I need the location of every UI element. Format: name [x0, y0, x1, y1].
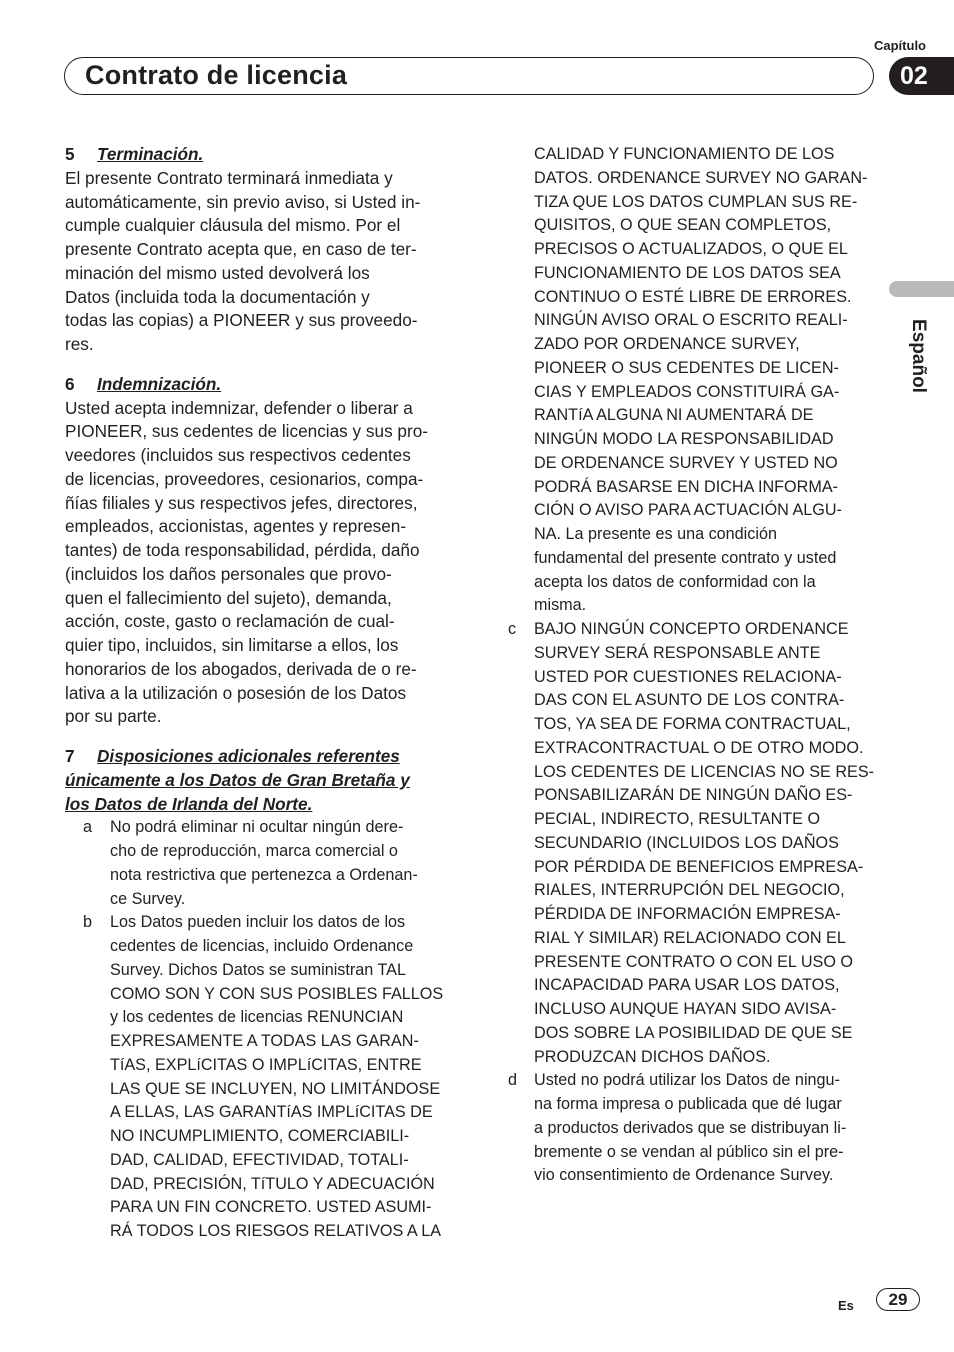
list-marker: c [508, 620, 517, 638]
section-7-title-line: Disposiciones adicionales referentes [97, 746, 400, 766]
left-column [65, 143, 457, 1244]
chapter-label: Capítulo [874, 38, 926, 53]
section-7-heading [65, 745, 457, 816]
list-item-b-continued [508, 143, 880, 618]
text-line: DATOS. ORDENANCE SURVEY NO GARAN- [534, 168, 868, 187]
text-line: ce Survey. [110, 889, 186, 908]
section-6-body [65, 397, 457, 730]
text-line: ñías filiales y sus respectivos jefes, directores, [65, 492, 418, 513]
list-item-d [508, 1069, 880, 1188]
list-item-c [508, 618, 880, 1069]
text-line: honorarios de los abogados, derivada de o re- [65, 658, 417, 679]
list-marker: a [83, 818, 93, 837]
text-line: ZADO POR ORDENANCE SURVEY, [534, 335, 800, 353]
text-line: Usted acepta indemnizar, defender o liberar a [65, 397, 413, 418]
title-box [64, 57, 874, 95]
text-line: vio consentimiento de Ordenance Survey. [534, 1166, 834, 1185]
text-line: A ELLAS, LAS GARANTíAS IMPLíCITAS DE [110, 1103, 433, 1122]
text-line: quier tipo, incluidos, sin limitarse a ellos, los [65, 635, 399, 655]
right-column [508, 143, 880, 1188]
spacer [65, 357, 457, 373]
text-line: CIÓN O AVISO PARA ACTUACIÓN ALGU- [534, 501, 842, 520]
text-line: COMO SON Y CON SUS POSIBLES FALLOS [110, 984, 444, 1003]
text-line: PARA UN FIN CONCRETO. USTED ASUMI- [110, 1198, 432, 1217]
list-marker: b [83, 913, 93, 932]
section-5-heading [65, 143, 457, 167]
text-line: tantes) de toda responsabilidad, pérdida, daño [65, 540, 420, 560]
text-line: veedores (incluidos sus respectivos cedentes [65, 445, 411, 465]
text-line: PRODUZCAN DICHOS DAÑOS. [534, 1047, 771, 1066]
text-line: CONTINUO O ESTÉ LIBRE DE ERRORES. [534, 287, 852, 306]
text-line: Usted no podrá utilizar los Datos de ningu- [534, 1071, 840, 1090]
text-line: minación del mismo usted devolverá los [65, 262, 370, 283]
text-line: TIZA QUE LOS DATOS CUMPLAN SUS RE- [534, 192, 858, 211]
list-item-a [65, 816, 457, 911]
text-line: bremente o se vendan al público sin el pre- [534, 1142, 844, 1161]
text-line: LOS CEDENTES DE LICENCIAS NO SE RES- [534, 762, 875, 781]
section-6-heading [65, 373, 457, 397]
list-item-b [65, 911, 457, 1244]
text-line: INCLUSO AUNQUE HAYAN SIDO AVISA- [534, 1000, 837, 1018]
text-line: nota restrictiva que pertenezca a Ordenan- [110, 865, 418, 884]
text-line: de licencias, proveedores, cesionarios, compa- [65, 468, 424, 489]
text-line: FUNCIONAMIENTO DE LOS DATOS SEA [534, 263, 841, 282]
language-tab [889, 281, 954, 297]
text-line: misma. [534, 596, 587, 615]
text-line: Survey. Dichos Datos se suministran TAL [110, 960, 406, 979]
text-line: na forma impresa o publicada que dé lugar [534, 1095, 842, 1113]
section-7-number: 7 [65, 746, 75, 766]
text-line: CIAS Y EMPLEADOS CONSTITUIRÁ GA- [534, 382, 840, 401]
text-line: BAJO NINGÚN CONCEPTO ORDENANCE [534, 620, 849, 638]
text-line: NINGÚN AVISO ORAL O ESCRITO REALI- [534, 311, 848, 330]
text-line: EXPRESAMENTE A TODAS LAS GARAN- [110, 1032, 419, 1050]
text-line: DE ORDENANCE SURVEY Y USTED NO [534, 453, 838, 472]
text-line: quen el fallecimiento del sujeto), demanda, [65, 587, 392, 608]
section-6-title: Indemnización. [97, 373, 222, 394]
text-line: DAD, PRECISIÓN, TíTULO Y ADECUACIÓN [110, 1174, 435, 1193]
text-line: automáticamente, sin previo aviso, si Usted in- [65, 191, 421, 212]
text-line: RIALES, INTERRUPCIÓN DEL NEGOCIO, [534, 881, 845, 900]
text-line: Datos (incluida toda la documentación y [65, 286, 370, 307]
text-line: PECIAL, INDIRECTO, RESULTANTE O [534, 810, 821, 828]
text-line: USTED POR CUESTIONES RELACIONA- [534, 667, 842, 686]
text-line: todas las copias) a PIONEER y sus proveedo- [65, 310, 418, 331]
section-5-body [65, 167, 457, 357]
text-line: El presente Contrato terminará inmediata y [65, 167, 393, 188]
language-label: Español [907, 319, 929, 393]
text-line: presente Contrato acepta que, en caso de ter- [65, 239, 417, 259]
text-line: Los Datos pueden incluir los datos de los [110, 913, 406, 932]
spacer [65, 729, 457, 745]
text-line: QUISITOS, O QUE SEAN COMPLETOS, [534, 216, 832, 235]
text-line: PRESENTE CONTRATO O CON EL USO O [534, 952, 853, 971]
text-line: cumple cualquier cláusula del mismo. Por el [65, 215, 401, 236]
text-line: acción, coste, gasto o reclamación de cual- [65, 611, 395, 632]
list-marker: d [508, 1071, 518, 1090]
text-line: DAS CON EL ASUNTO DE LOS CONTRA- [534, 691, 845, 710]
text-line: RANTíA ALGUNA NI AUMENTARÁ DE [534, 406, 814, 425]
section-7-title-line: los Datos de Irlanda del Norte. [65, 793, 313, 814]
footer-language-code: Es [838, 1298, 854, 1313]
text-line: PIONEER O SUS CEDENTES DE LICEN- [534, 358, 839, 377]
text-line: CALIDAD Y FUNCIONAMIENTO DE LOS [534, 145, 835, 163]
text-line: (incluidos los daños personales que provo- [65, 563, 392, 584]
text-line: EXTRACONTRACTUAL O DE OTRO MODO. [534, 738, 864, 757]
text-line: acepta los datos de conformidad con la [534, 572, 816, 591]
text-line: No podrá eliminar ni ocultar ningún dere- [110, 818, 404, 837]
text-line: PIONEER, sus cedentes de licencias y sus pro- [65, 421, 429, 442]
text-line: DAD, CALIDAD, EFECTIVIDAD, TOTALI- [110, 1150, 409, 1169]
text-line: PONSABILIZARÁN DE NINGÚN DAÑO ES- [534, 786, 853, 805]
text-line: LAS QUE SE INCLUYEN, NO LIMITÁNDOSE [110, 1079, 441, 1098]
section-5-title: Terminación. [97, 144, 204, 164]
text-line: PRECISOS O ACTUALIZADOS, O QUE EL [534, 240, 848, 258]
text-line: empleados, accionistas, agentes y represen- [65, 516, 407, 537]
text-line: RIAL Y SIMILAR) RELACIONADO CON EL [534, 928, 846, 947]
text-line: RÁ TODOS LOS RIESGOS RELATIVOS A LA [110, 1222, 442, 1240]
page-number: 29 [876, 1288, 920, 1311]
text-line: fundamental del presente contrato y usted [534, 548, 837, 567]
chapter-badge: 02 [889, 57, 954, 95]
text-line: NO INCUMPLIMIENTO, COMERCIABILI- [110, 1127, 410, 1145]
section-6-number: 6 [65, 373, 75, 394]
section-7-title-line: únicamente a los Datos de Gran Bretaña y [65, 769, 410, 790]
text-line: SECUNDARIO (INCLUIDOS LOS DAÑOS [534, 833, 839, 852]
text-line: POR PÉRDIDA DE BENEFICIOS EMPRESA- [534, 857, 864, 876]
text-line: cho de reproducción, marca comercial o [110, 842, 398, 860]
text-line: SURVEY SERÁ RESPONSABLE ANTE [534, 643, 821, 662]
text-line: TíAS, EXPLíCITAS O IMPLíCITAS, ENTRE [110, 1055, 422, 1074]
text-line: PODRÁ BASARSE EN DICHA INFORMA- [534, 477, 839, 496]
text-line: lativa a la utilización o posesión de los Datos [65, 682, 407, 703]
text-line: a productos derivados que se distribuyan li- [534, 1118, 847, 1137]
section-5-number: 5 [65, 144, 75, 164]
text-line: y los cedentes de licencias RENUNCIAN [110, 1008, 404, 1027]
text-line: res. [65, 334, 94, 354]
text-line: NINGÚN MODO LA RESPONSABILIDAD [534, 430, 834, 448]
text-line: por su parte. [65, 706, 162, 727]
text-line: cedentes de licencias, incluido Ordenance [110, 937, 414, 955]
text-line: PÉRDIDA DE INFORMACIÓN EMPRESA- [534, 905, 841, 923]
text-line: INCAPACIDAD PARA USAR LOS DATOS, [534, 976, 840, 995]
page-title: Contrato de licencia [85, 60, 348, 90]
text-line: NA. La presente es una condición [534, 525, 777, 543]
text-line: DOS SOBRE LA POSIBILIDAD DE QUE SE [534, 1023, 853, 1042]
text-line: TOS, YA SEA DE FORMA CONTRACTUAL, [534, 715, 851, 733]
